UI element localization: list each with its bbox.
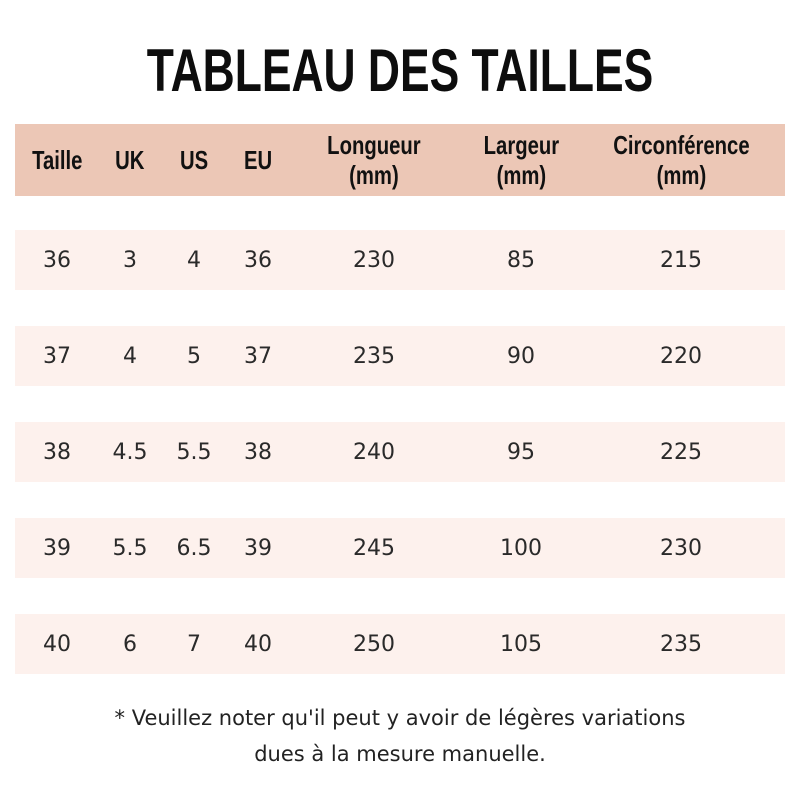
- table-cell: 4: [187, 247, 201, 273]
- header-cell-eu: EU: [243, 145, 273, 175]
- table-cell: 230: [353, 247, 395, 273]
- table-cell: 100: [500, 535, 542, 561]
- header-cell-us: US: [179, 145, 209, 175]
- table-cell: 6: [123, 631, 137, 657]
- table-cell: 3: [123, 247, 137, 273]
- table-cell: 36: [43, 247, 71, 273]
- header-cell-taille: Taille: [31, 145, 83, 175]
- table-cell: 37: [244, 343, 272, 369]
- table-cell: 105: [500, 631, 542, 657]
- table-cell: 235: [353, 343, 395, 369]
- header-cell-longueur: Longueur (mm): [327, 130, 421, 190]
- table-cell: 40: [244, 631, 272, 657]
- table-cell: 6.5: [176, 535, 212, 561]
- table-cell: 5.5: [112, 535, 148, 561]
- header-cell-uk: UK: [115, 145, 145, 175]
- table-cell: 36: [244, 247, 272, 273]
- table-cell: 4: [123, 343, 137, 369]
- table-cell: 220: [660, 343, 702, 369]
- table-cell: 40: [43, 631, 71, 657]
- header-cell-largeur: Largeur (mm): [483, 130, 559, 190]
- table-cell: 250: [353, 631, 395, 657]
- table-cell: 245: [353, 535, 395, 561]
- footnote: [0, 700, 800, 772]
- table-cell: 90: [507, 343, 535, 369]
- table-row: [15, 614, 785, 674]
- table-row: [15, 230, 785, 290]
- page-title: TABLEAU DES TAILLES: [146, 37, 654, 104]
- table-cell: 39: [244, 535, 272, 561]
- table-header: [15, 124, 785, 196]
- table-cell: 38: [43, 439, 71, 465]
- table-cell: 4.5: [112, 439, 148, 465]
- table-cell: 5.5: [176, 439, 212, 465]
- header-cell-circonference: Circonférence (mm): [612, 130, 750, 190]
- table-cell: 225: [660, 439, 702, 465]
- table-cell: 230: [660, 535, 702, 561]
- footnote-line-2: dues à la mesure manuelle.: [254, 742, 546, 766]
- table-cell: 38: [244, 439, 272, 465]
- table-cell: 5: [187, 343, 201, 369]
- table-row: [15, 422, 785, 482]
- table-row: [15, 518, 785, 578]
- table-cell: 39: [43, 535, 71, 561]
- footnote-line-1: * Veuillez noter qu'il peut y avoir de légères variations: [114, 706, 686, 730]
- table-cell: 215: [660, 247, 702, 273]
- table-cell: 7: [187, 631, 201, 657]
- table-cell: 235: [660, 631, 702, 657]
- table-cell: 85: [507, 247, 535, 273]
- table-cell: 95: [507, 439, 535, 465]
- table-cell: 240: [353, 439, 395, 465]
- table-row: [15, 326, 785, 386]
- table-cell: 37: [43, 343, 71, 369]
